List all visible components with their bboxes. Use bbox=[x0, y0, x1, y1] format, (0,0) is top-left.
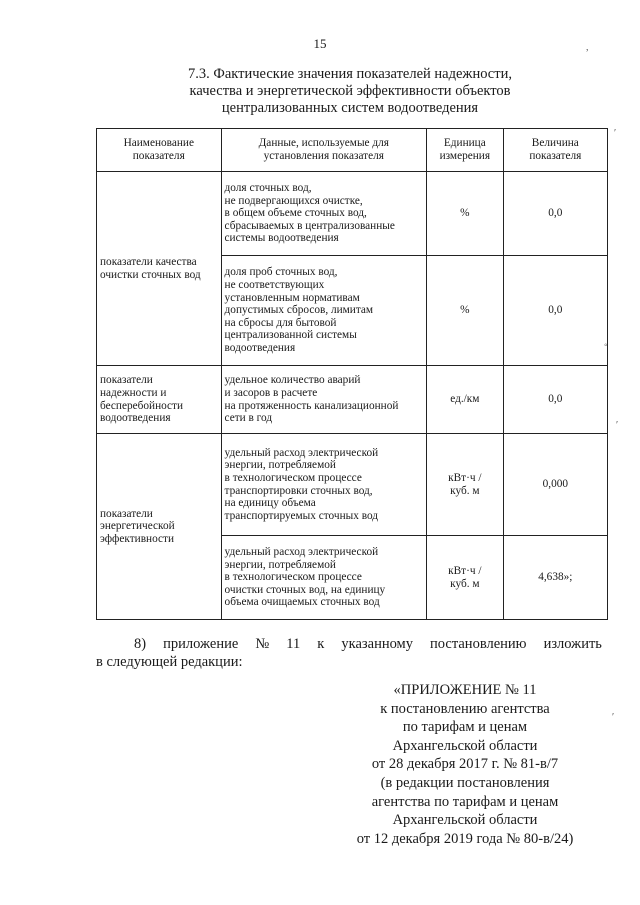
paragraph-second-line: в следующей редакции: bbox=[96, 654, 243, 670]
appendix-line: к постановлению агентства bbox=[380, 700, 550, 717]
paragraph-word: № bbox=[255, 636, 270, 652]
row-unit: % bbox=[427, 172, 504, 256]
row-data: удельный расход электрической энергии, потребляемой в технологическом процессе очистки сточных вод, на единицу объема очищаемых сточных вод bbox=[221, 536, 426, 620]
paragraph-word: постановлению bbox=[430, 636, 527, 652]
scan-speck: , bbox=[586, 42, 589, 53]
paragraph-word: изложить bbox=[543, 636, 602, 652]
appendix-line: (в редакции постановления bbox=[380, 774, 550, 791]
row-unit: ед./км bbox=[427, 366, 504, 434]
appendix-line: от 28 декабря 2017 г. № 81-в/7 bbox=[371, 756, 559, 773]
row-value: 0,000 bbox=[503, 434, 607, 536]
group-name-reliability: показатели надежности и бесперебойности водоотведения bbox=[97, 366, 222, 434]
appendix-line: по тарифам и ценам bbox=[402, 719, 528, 736]
paragraph-word: к bbox=[317, 636, 325, 652]
row-unit: % bbox=[427, 256, 504, 366]
table-row bbox=[97, 434, 608, 536]
row-data: доля проб сточных вод, не соответствующих установленным нормативам допустимых сбросов, лимитам на сбросы для бытовой централизованной системы водоотведения bbox=[221, 256, 426, 366]
table-header-row bbox=[97, 129, 608, 172]
row-data: удельное количество аварий и засоров в расчете на протяженность канализационной сети в год bbox=[221, 366, 426, 434]
table-row bbox=[97, 366, 608, 434]
header-data: Данные, используемые для установления показателя bbox=[221, 129, 426, 172]
group-name-quality: показатели качества очистки сточных вод bbox=[97, 172, 222, 366]
appendix-line: «ПРИЛОЖЕНИЕ № 11 bbox=[393, 682, 537, 698]
scan-speck: ◦ bbox=[604, 340, 608, 351]
table-row bbox=[97, 172, 608, 256]
paragraph-word: 11 bbox=[286, 636, 301, 652]
section-title-line: качества и энергетической эффективности объектов bbox=[189, 83, 511, 99]
appendix-line: Архангельской области bbox=[392, 812, 538, 829]
row-data: удельный расход электрической энергии, потребляемой в технологическом процессе транспортировки сточных вод, на единицу объема транспортируемых сточных вод bbox=[221, 434, 426, 536]
paragraph-word: указанному bbox=[341, 636, 413, 652]
amendment-paragraph bbox=[96, 635, 602, 671]
section-title-line: 7.3. Фактические значения показателей надежности, bbox=[188, 66, 512, 82]
indicators-table bbox=[96, 128, 608, 620]
row-unit: кВт·ч / куб. м bbox=[427, 434, 504, 536]
appendix-heading bbox=[340, 681, 590, 848]
appendix-line: Архангельской области bbox=[392, 737, 538, 754]
appendix-line: агентства по тарифам и ценам bbox=[371, 793, 559, 810]
scan-speck: ′ bbox=[616, 420, 619, 431]
row-value: 0,0 bbox=[503, 366, 607, 434]
header-value: Величина показателя bbox=[503, 129, 607, 172]
appendix-line: от 12 декабря 2019 года № 80-в/24) bbox=[356, 830, 574, 847]
page-number: 15 bbox=[313, 36, 327, 51]
paragraph-word: приложение bbox=[163, 636, 239, 652]
row-value: 0,0 bbox=[503, 256, 607, 366]
row-value: 4,638»; bbox=[503, 536, 607, 620]
scan-speck: ′ bbox=[612, 712, 615, 723]
header-name: Наименование показателя bbox=[97, 129, 222, 172]
paragraph-first-line bbox=[96, 635, 602, 653]
group-name-energy: показатели энергетической эффективности bbox=[97, 434, 222, 620]
section-title-line: централизованных систем водоотведения bbox=[221, 100, 479, 116]
paragraph-word: 8) bbox=[134, 636, 147, 652]
row-value: 0,0 bbox=[503, 172, 607, 256]
row-unit: кВт·ч / куб. м bbox=[427, 536, 504, 620]
section-title bbox=[100, 66, 600, 117]
header-unit: Единица измерения bbox=[427, 129, 504, 172]
scan-speck: ′ bbox=[614, 128, 617, 139]
row-data: доля сточных вод, не подвергающихся очистке, в общем объеме сточных вод, сбрасываемых в централизованные системы водоотведения bbox=[221, 172, 426, 256]
